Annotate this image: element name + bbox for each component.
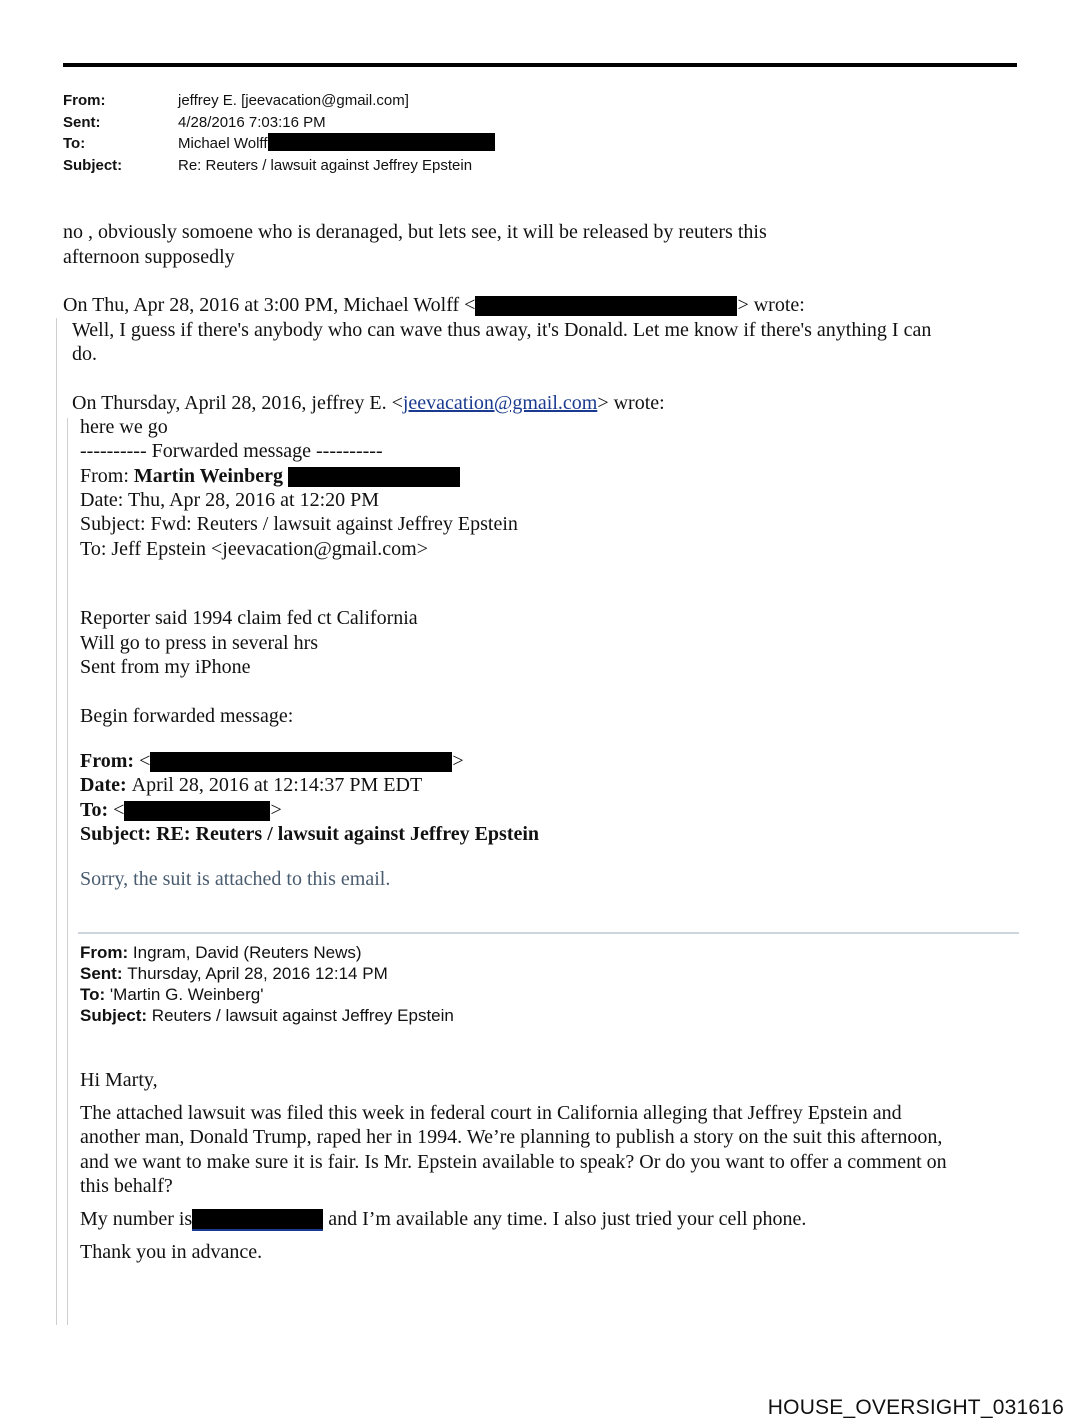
jeffrey-intro xyxy=(72,391,665,416)
number-pre: My number is xyxy=(80,1208,193,1230)
reuters-sent-label: Sent: xyxy=(80,964,128,983)
number-line xyxy=(80,1207,806,1232)
jeffrey-intro-pre: On Thursday, April 28, 2016, jeffrey E. < xyxy=(72,392,403,414)
reuters-to-label: To: xyxy=(80,985,110,1004)
para-line-1: The attached lawsuit was filed this week in federal court in California alleging that Jeffrey Epstein and xyxy=(80,1102,902,1124)
header-from-label: From: xyxy=(63,92,106,109)
wolff-intro-pre: On Thu, Apr 28, 2016 at 3:00 PM, Michael Wolff < xyxy=(63,294,476,316)
reuters-to-value: 'Martin G. Weinberg' xyxy=(109,985,264,1004)
inner-from-line xyxy=(80,749,464,774)
reuters-subject-line xyxy=(80,1005,454,1026)
inner-to-label: To: xyxy=(80,799,114,821)
reply-line-1: no , obviously somoene who is deranaged, but lets see, it will be released by reuters this xyxy=(63,221,767,243)
sorry-line: Sorry, the suit is attached to this email. xyxy=(80,868,391,890)
greeting: Hi Marty, xyxy=(80,1069,158,1091)
redaction-block xyxy=(124,801,270,821)
reuters-sent-line xyxy=(80,963,388,984)
quote-bar-outer xyxy=(56,318,57,1325)
fwd-from-label: From: xyxy=(80,465,134,487)
reuters-from-value: Ingram, David (Reuters News) xyxy=(132,943,362,962)
header-subject-value: Re: Reuters / lawsuit against Jeffrey Epstein xyxy=(178,156,473,174)
email-link[interactable]: jeevacation@gmail.com xyxy=(402,392,598,414)
reuters-from-label: From: xyxy=(80,943,133,962)
wolff-line-2: do. xyxy=(72,343,97,365)
para-line-4: this behalf? xyxy=(80,1175,173,1197)
reuters-subject-label: Subject: xyxy=(80,1006,152,1025)
bates-number: HOUSE_OVERSIGHT_031616 xyxy=(767,1396,1064,1419)
body-line-3: Sent from my iPhone xyxy=(80,656,251,678)
header-from-row xyxy=(63,90,495,112)
begin-forwarded: Begin forwarded message: xyxy=(80,705,294,727)
email-header xyxy=(63,90,495,176)
header-from-value: jeffrey E. [jeevacation@gmail.com] xyxy=(178,92,409,109)
inner-to-line xyxy=(80,798,282,823)
number-post: and I’m available any time. I also just tried your cell phone. xyxy=(323,1208,807,1230)
para-line-2: another man, Donald Trump, raped her in 1994. We’re planning to publish a story on the suit this afternoon, xyxy=(80,1126,943,1148)
header-to-value: Michael Wolff xyxy=(178,135,268,152)
inner-date-line xyxy=(80,773,422,798)
jeffrey-intro-post: > wrote: xyxy=(597,392,665,414)
here-we-go: here we go xyxy=(80,416,168,438)
redaction-block xyxy=(150,752,452,772)
forwarded-header: ---------- Forwarded message ---------- xyxy=(80,440,383,462)
reuters-to-line xyxy=(80,984,263,1005)
inner-from-close: > xyxy=(452,750,464,772)
body-line-1: Reporter said 1994 claim fed ct California xyxy=(80,607,418,629)
fwd-date-line: Date: Thu, Apr 28, 2016 at 12:20 PM xyxy=(80,489,380,511)
inner-date-label: Date: xyxy=(80,774,132,796)
wolff-line-1: Well, I guess if there's anybody who can wave thus away, it's Donald. Let me know if there's anything I can xyxy=(72,319,932,341)
inner-date-value: April 28, 2016 at 12:14:37 PM EDT xyxy=(131,774,423,796)
reuters-subject-value: Reuters / lawsuit against Jeffrey Epstein xyxy=(151,1006,454,1025)
quote-bar-inner xyxy=(67,418,68,1325)
fwd-to-line: To: Jeff Epstein <jeevacation@gmail.com> xyxy=(80,538,428,560)
inner-from-open: < xyxy=(139,750,151,772)
thanks-line: Thank you in advance. xyxy=(80,1241,263,1263)
fwd-from-name: Martin Weinberg xyxy=(133,465,283,487)
separator-rule xyxy=(78,932,1019,934)
header-sent-label: Sent: xyxy=(63,113,101,131)
redaction-block xyxy=(192,1209,323,1231)
inner-from-label: From: xyxy=(80,750,140,772)
header-to-label: To: xyxy=(63,135,86,152)
header-subject-label: Subject: xyxy=(63,156,123,174)
fwd-subject-line: Subject: Fwd: Reuters / lawsuit against Jeffrey Epstein xyxy=(80,513,518,535)
header-sent-value: 4/28/2016 7:03:16 PM xyxy=(178,113,326,131)
wolff-intro xyxy=(63,293,805,318)
redaction-block xyxy=(288,467,460,487)
wolff-intro-post: > wrote: xyxy=(737,294,805,316)
redaction-block xyxy=(268,133,495,151)
inner-subject-line: Subject: RE: Reuters / lawsuit against Jeffrey Epstein xyxy=(80,823,540,845)
reply-line-2: afternoon supposedly xyxy=(63,246,235,268)
reuters-sent-value: Thursday, April 28, 2016 12:14 PM xyxy=(127,964,388,983)
header-sent-row xyxy=(63,112,495,134)
para-line-3: and we want to make sure it is fair. Is Mr. Epstein available to speak? Or do you want to offer a comment on xyxy=(80,1151,947,1173)
inner-to-close: > xyxy=(270,799,282,821)
reuters-from-line xyxy=(80,942,362,963)
top-rule xyxy=(63,63,1017,67)
header-to-row xyxy=(63,133,495,155)
fwd-from-line xyxy=(80,464,460,489)
body-line-2: Will go to press in several hrs xyxy=(80,632,319,654)
header-subject-row xyxy=(63,155,495,177)
inner-to-open: < xyxy=(113,799,125,821)
redaction-block xyxy=(475,296,737,316)
